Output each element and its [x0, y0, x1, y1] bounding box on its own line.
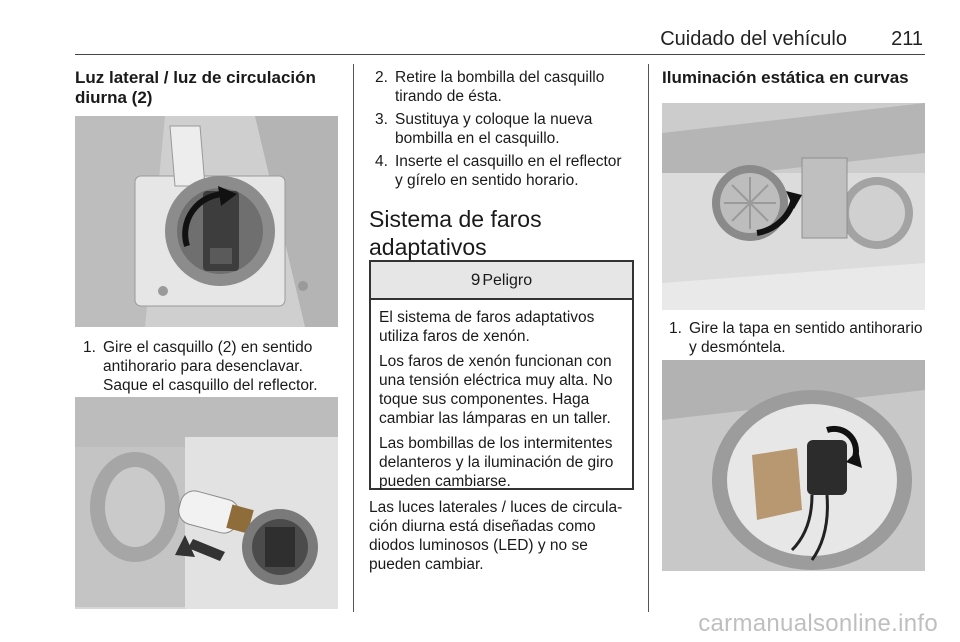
header-title: Cuidado del vehículo	[660, 28, 847, 50]
section-heading-adaptive-lights: Sistema de faros adaptativos	[369, 206, 542, 260]
photo-cornering-cover	[662, 103, 925, 310]
photo-bulb-socket	[662, 360, 925, 571]
step-4: 4. Inserte el casquillo en el reflector y gírelo en sentido horario.	[375, 153, 622, 189]
column-divider	[648, 64, 649, 612]
step-1-col1: 1. Gire el casquillo (2) en sentido antihorario para desenclavar. Saque el casquillo del reflector.	[83, 339, 318, 394]
step-3: 3. Sustituya y coloque la nueva bombilla en el casquillo.	[375, 111, 593, 147]
step-2: 2. Retire la bombilla del casquillo tirando de ésta.	[375, 69, 605, 105]
photo-socket-rotate	[75, 116, 338, 327]
warning-icon: 9	[470, 270, 481, 289]
warning-header	[371, 262, 632, 300]
warning-paragraph: Las bombillas de los intermitentes delanteros y la iluminación de giro pueden cambiarse.	[379, 435, 614, 490]
photo-bulb-removal	[75, 397, 338, 609]
page-number: 211	[891, 28, 923, 50]
warning-title: Peligro	[482, 272, 533, 289]
section-heading-cornering-light: Iluminación estática en curvas	[662, 68, 909, 87]
warning-paragraph: El sistema de faros adaptativos utiliza faros de xenón.	[379, 309, 595, 345]
page-header	[75, 28, 925, 55]
watermark-text: carmanualsonline.info	[698, 610, 938, 637]
section-heading-side-light: Luz lateral / luz de circulación diurna (2)	[75, 68, 316, 107]
column-divider	[353, 64, 354, 612]
warning-paragraph: Los faros de xenón funcionan con una tensión eléctrica muy alta. No toque sus componentes. Haga cambiar las lámparas en un taller.	[379, 353, 613, 427]
paragraph-led-info: Las luces laterales / luces de circula- ción diurna está diseñadas como diodos luminosos (LED) y no se pueden cambiar.	[369, 499, 623, 573]
warning-box	[369, 260, 634, 490]
step-1-col3: 1. Gire la tapa en sentido antihorario y desmóntela.	[669, 320, 923, 356]
